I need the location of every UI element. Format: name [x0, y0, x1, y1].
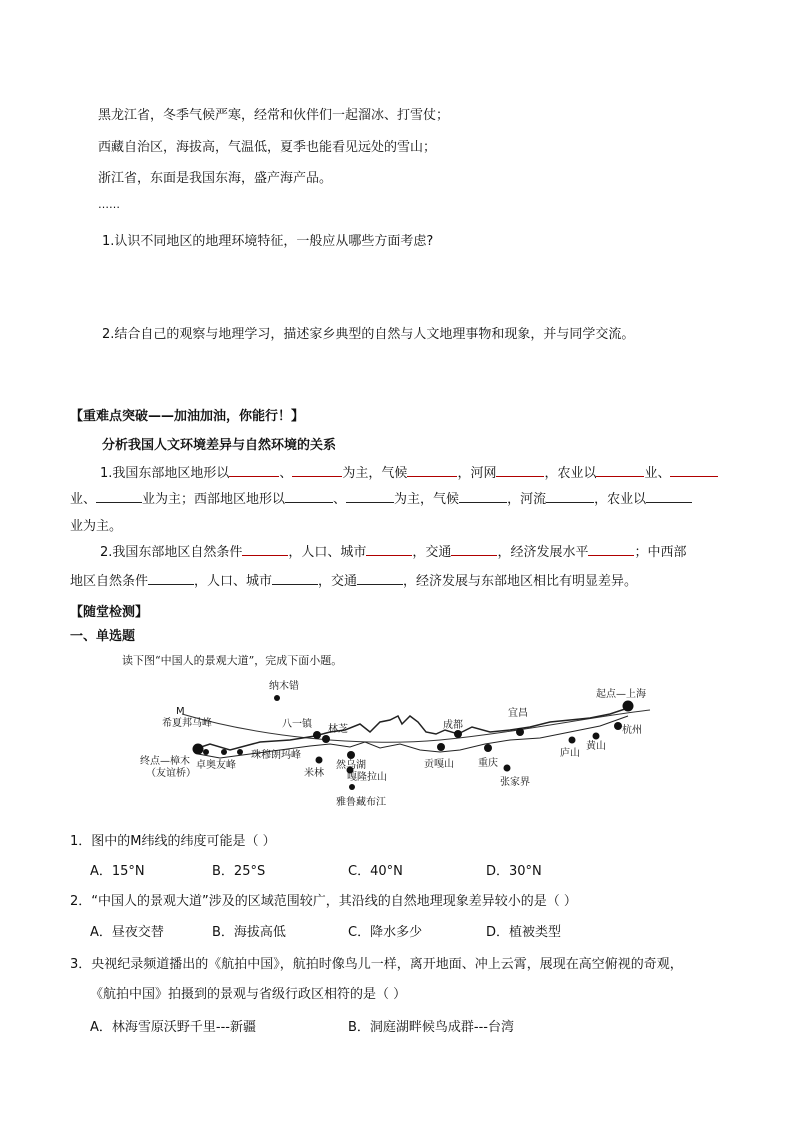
text-segment: ，河流 [507, 492, 547, 507]
label-huangshan: 黄山 [586, 741, 606, 752]
map-point [203, 749, 209, 755]
label-ranwuhu: 然乌湖 [336, 760, 366, 771]
fill-paragraph-2-line-2 [70, 570, 637, 589]
question-intro-1: 1.认识不同地区的地理环境特征，一般应从哪些方面考虑? [102, 234, 434, 249]
label-milin: 米林 [304, 768, 324, 779]
label-bayizhen: 八一镇 [282, 719, 312, 730]
answer-blank[interactable] [670, 463, 718, 477]
label-gonggashan: 贡嘎山 [424, 759, 454, 770]
intro-ellipsis: …… [98, 198, 120, 211]
test-section-subtitle: 一、单选题 [70, 629, 136, 644]
latitude-line-m [182, 710, 650, 742]
answer-blank[interactable] [546, 489, 594, 503]
map-point-end [193, 744, 204, 755]
text-segment: ，人口、城市 [288, 545, 367, 560]
answer-blank[interactable] [451, 542, 497, 556]
map-point [274, 695, 280, 701]
answer-blank[interactable] [346, 489, 394, 503]
question-3-stem-2: 《航拍中国》拍摄到的景观与省级行政区相符的是（ ） [90, 987, 407, 1002]
text-segment: 1.我国东部地区地形以 [100, 466, 230, 481]
answer-blank[interactable] [229, 463, 279, 477]
fill-paragraph-1-line-1 [100, 462, 718, 481]
map-point [316, 757, 323, 764]
map-point [516, 728, 524, 736]
question-1-option-d[interactable]: D．30°N [486, 864, 542, 879]
question-2-option-b[interactable]: B．海拔高低 [212, 925, 286, 940]
map-point [347, 751, 355, 759]
answer-blank[interactable] [272, 571, 318, 585]
text-segment: 业为主；西部地区地形以 [142, 492, 286, 507]
key-section-title: 【重难点突破——加油加油，你能行！】 [70, 409, 305, 424]
map-point [593, 733, 600, 740]
text-segment: 业、 [644, 466, 671, 481]
intro-line-2: 西藏自治区，海拔高，气温低，夏季也能看见远处的雪山； [98, 140, 437, 155]
question-1-option-c[interactable]: C．40°N [348, 864, 403, 879]
route-line-upper [198, 708, 628, 750]
text-segment: ，农业以 [544, 466, 597, 481]
map-point [313, 731, 321, 739]
map-point-start [623, 701, 634, 712]
label-m: M [176, 706, 185, 717]
text-segment: ，交通 [412, 545, 452, 560]
label-linzhi: 林芝 [328, 724, 348, 735]
label-chongqing: 重庆 [478, 758, 498, 769]
question-1-option-b[interactable]: B．25°S [212, 864, 266, 879]
fill-paragraph-1-line-3: 业为主。 [70, 519, 123, 534]
question-2-stem: 2．“中国人的景观大道”涉及的区域范围较广，其沿线的自然地理现象差异较小的是（ ） [70, 894, 577, 909]
intro-line-1: 黑龙江省，冬季气候严寒，经常和伙伴们一起溜冰、打雪仗； [98, 108, 450, 123]
map-point [614, 722, 622, 730]
text-segment: 、 [279, 466, 293, 481]
answer-blank[interactable] [596, 463, 644, 477]
text-segment: ，河网 [457, 466, 497, 481]
label-namucuo: 纳木错 [269, 681, 299, 692]
question-2-option-a[interactable]: A．昼夜交替 [90, 925, 164, 940]
map-point [322, 735, 330, 743]
map-point [237, 749, 243, 755]
map-point [349, 784, 355, 790]
text-segment: ，农业以 [594, 492, 647, 507]
text-segment: 、 [333, 492, 347, 507]
text-segment: ，经济发展与东部地区相比有明显差异。 [403, 574, 638, 589]
answer-blank[interactable] [96, 489, 142, 503]
text-segment: 地区自然条件 [70, 574, 149, 589]
label-zhangjiajie: 张家界 [500, 777, 530, 788]
text-segment: ，人口、城市 [194, 574, 273, 589]
label-xixiabangma: 希夏邦马峰 [162, 718, 212, 729]
label-galonglashan: 嘎隆拉山 [347, 772, 387, 783]
answer-blank[interactable] [496, 463, 544, 477]
label-start: 起点—上海 [596, 689, 646, 700]
answer-blank[interactable] [646, 489, 692, 503]
question-1-option-a[interactable]: A．15°N [90, 864, 145, 879]
answer-blank[interactable] [285, 489, 333, 503]
label-youyiqiao: （友谊桥） [146, 768, 196, 779]
text-segment: 业、 [70, 492, 97, 507]
answer-blank[interactable] [242, 542, 288, 556]
text-segment: 为主，气候 [342, 466, 408, 481]
answer-blank[interactable] [357, 571, 403, 585]
text-segment: ，交通 [318, 574, 358, 589]
fill-paragraph-2-line-1 [100, 541, 686, 560]
label-end: 终点—樟木 [140, 756, 190, 767]
text-segment: ；中西部 [634, 545, 687, 560]
text-segment: 2.我国东部地区自然条件 [100, 545, 243, 560]
label-chengdu: 成都 [443, 720, 463, 731]
answer-blank[interactable] [292, 463, 342, 477]
map-point [504, 765, 511, 772]
map-point [454, 730, 462, 738]
map-caption: 读下图“中国人的景观大道”，完成下面小题。 [122, 654, 343, 667]
test-section-title: 【随堂检测】 [70, 605, 149, 620]
fill-paragraph-1-line-2 [70, 488, 692, 507]
text-segment: ，经济发展水平 [497, 545, 589, 560]
label-yichang: 宜昌 [508, 708, 528, 719]
answer-blank[interactable] [588, 542, 634, 556]
key-section-subtitle: 分析我国人文环境差异与自然环境的关系 [102, 438, 337, 453]
question-3-option-b[interactable]: B．洞庭湖畔候鸟成群---台湾 [348, 1020, 514, 1035]
intro-line-3: 浙江省，东面是我国东海，盛产海产品。 [98, 171, 333, 186]
question-intro-2: 2.结合自己的观察与地理学习，描述家乡典型的自然与人文地理事物和现象，并与同学交流。 [102, 327, 635, 342]
label-lushan: 庐山 [560, 748, 580, 759]
question-3-option-a[interactable]: A．林海雪原沃野千里---新疆 [90, 1020, 256, 1035]
answer-blank[interactable] [148, 571, 194, 585]
question-2-option-d[interactable]: D．植被类型 [486, 925, 562, 940]
label-yarlung: 雅鲁藏布江 [336, 797, 386, 808]
map-point [569, 737, 576, 744]
question-1-stem: 1．图中的M纬线的纬度可能是（ ） [70, 834, 276, 849]
question-3-stem: 3．央视纪录频道播出的《航拍中国》，航拍时像鸟儿一样，离开地面、冲上云霄，展现在高空俯视的奇观， [70, 957, 683, 972]
map-point [484, 744, 492, 752]
text-segment: 为主，气候 [394, 492, 460, 507]
map-point [221, 749, 227, 755]
label-zhuoaoyou: 卓奥友峰 [196, 760, 236, 771]
map-point [437, 743, 445, 751]
route-map [140, 672, 660, 817]
label-zhumulangma: 珠穆朗玛峰 [251, 750, 301, 761]
answer-blank[interactable] [366, 542, 412, 556]
label-hangzhou: 杭州 [622, 725, 642, 736]
answer-blank[interactable] [459, 489, 507, 503]
question-2-option-c[interactable]: C．降水多少 [348, 925, 423, 940]
answer-blank[interactable] [407, 463, 457, 477]
